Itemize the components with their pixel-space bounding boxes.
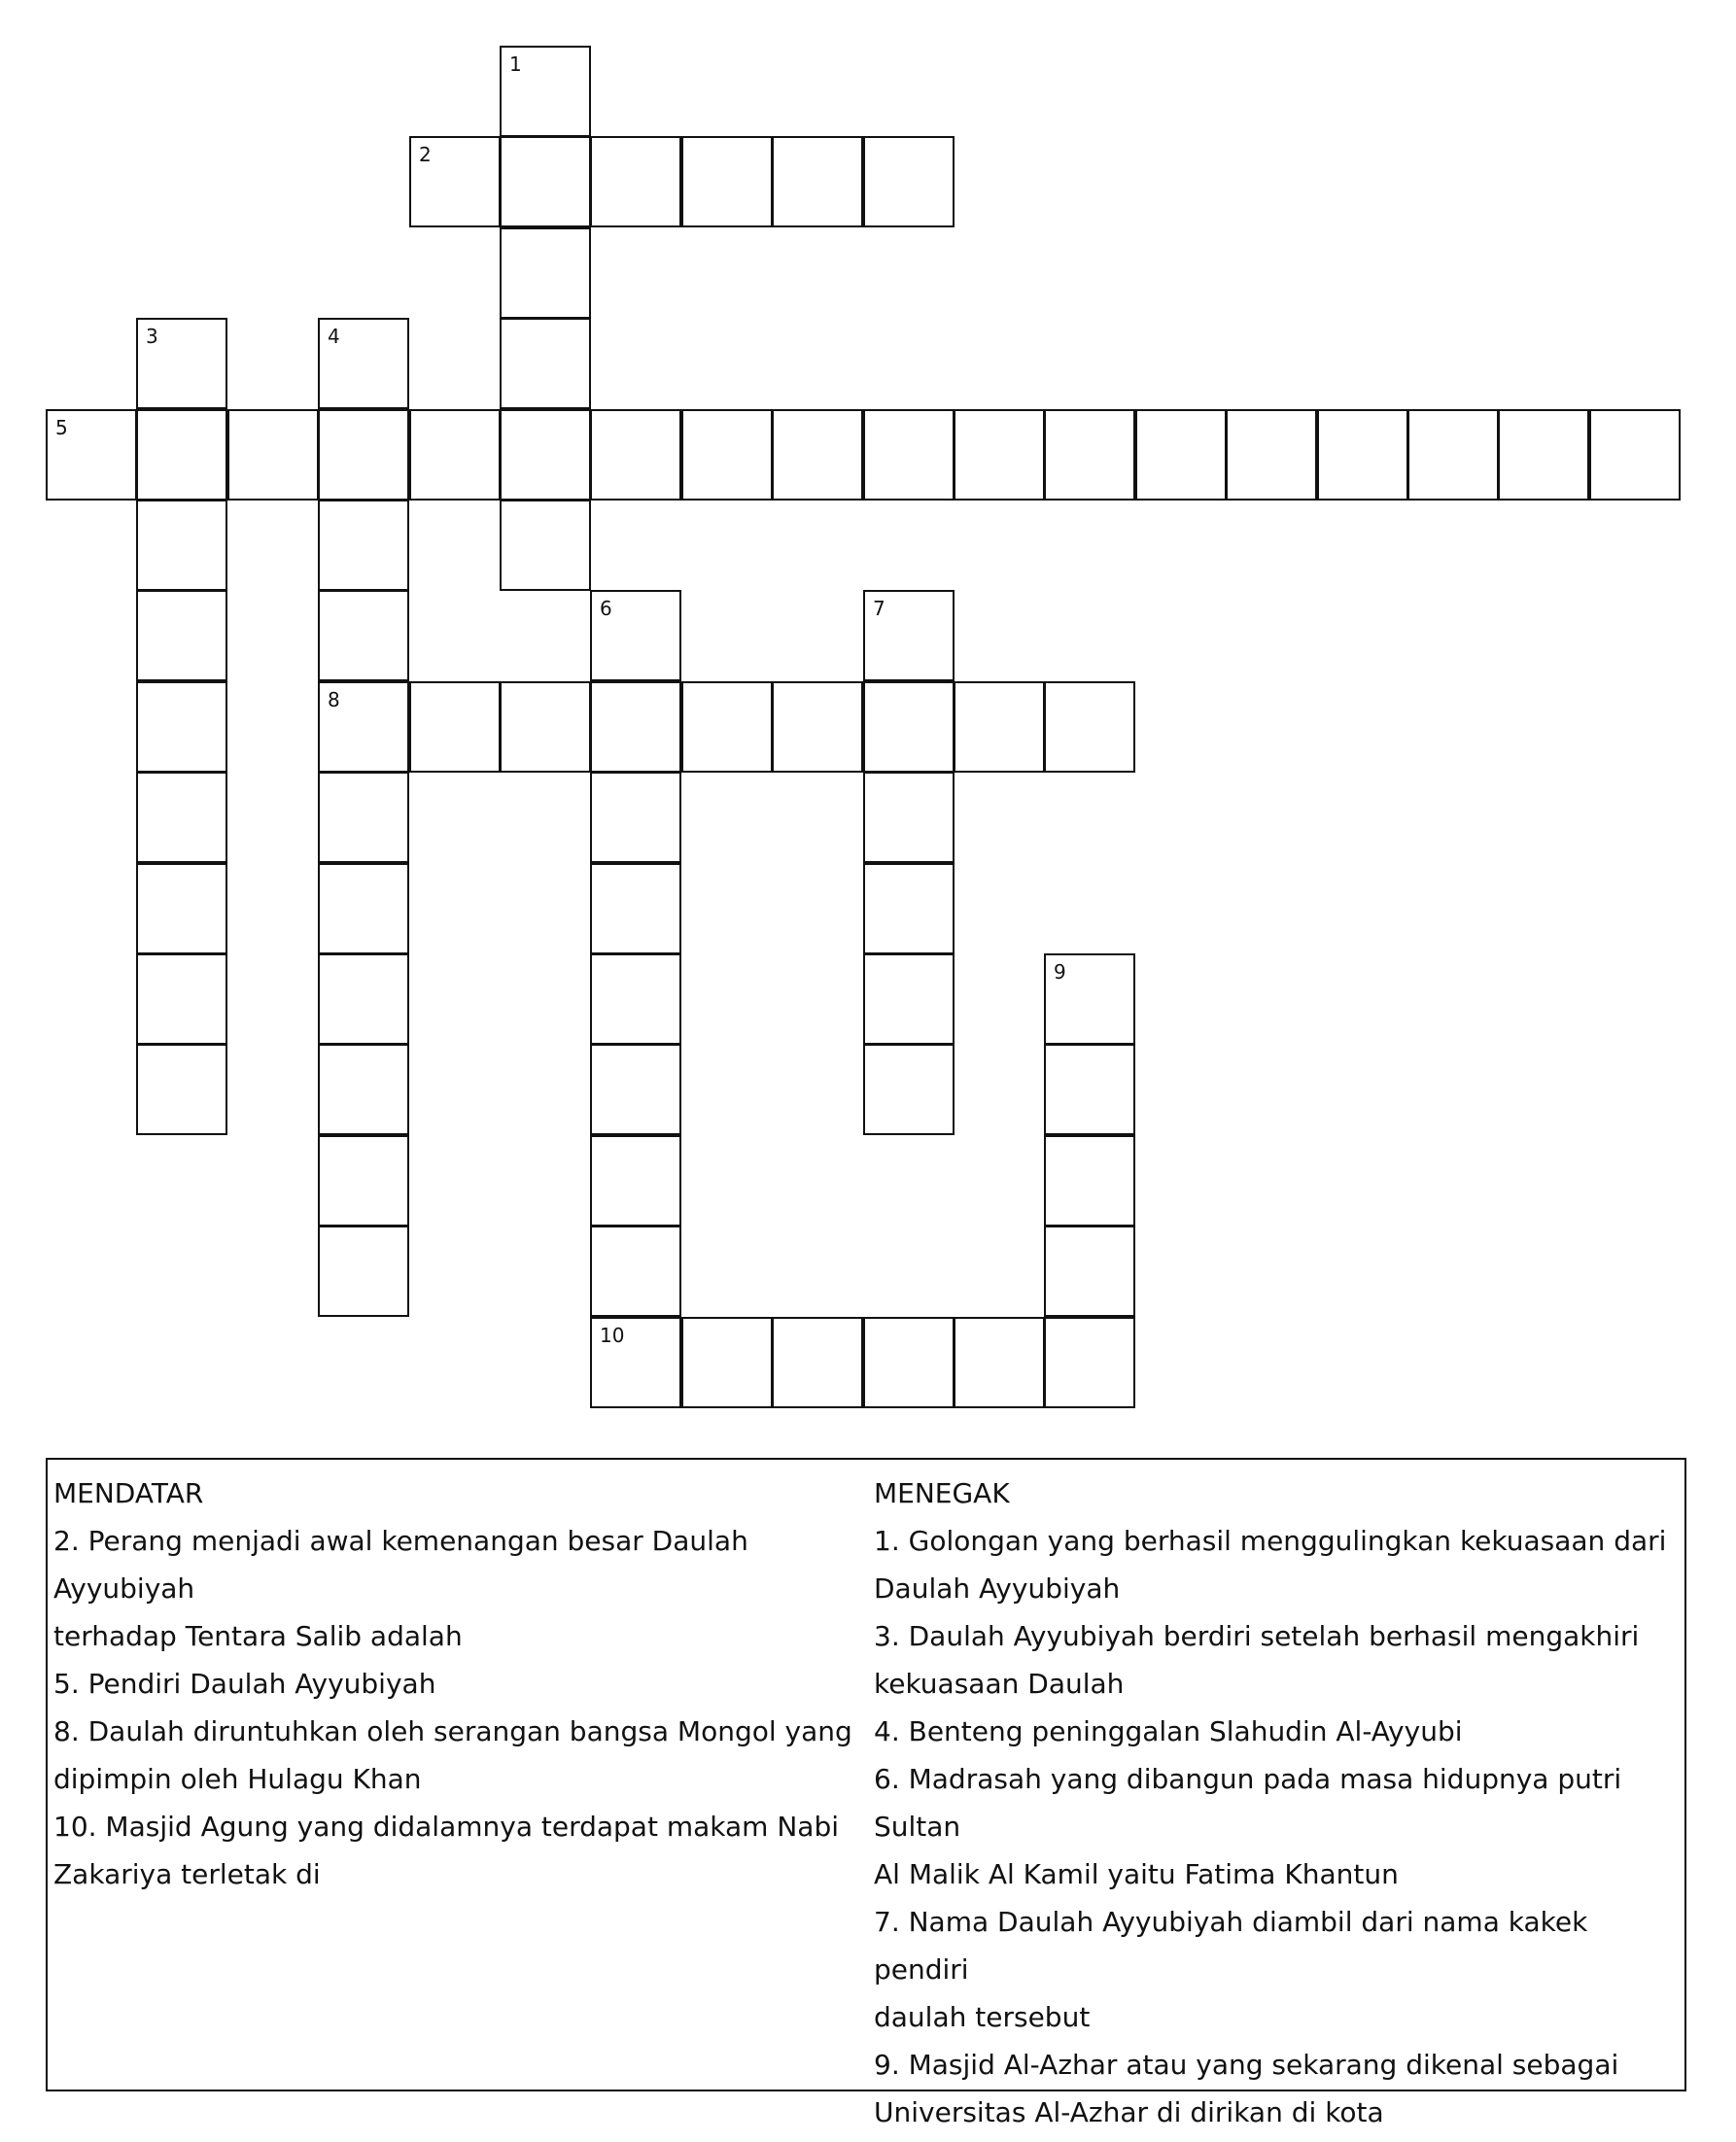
crossword-cell[interactable] bbox=[136, 953, 227, 1045]
crossword-cell[interactable] bbox=[500, 409, 591, 501]
clue-number-label: 5 bbox=[55, 416, 68, 439]
across-clues bbox=[53, 1469, 860, 1898]
down-clue-line: daulah tersebut bbox=[874, 2001, 1091, 2033]
down-clues bbox=[874, 1469, 1679, 2136]
crossword-cell[interactable] bbox=[318, 318, 409, 409]
crossword-cell[interactable] bbox=[590, 863, 681, 954]
down-clue-line: kekuasaan Daulah bbox=[874, 1668, 1125, 1700]
crossword-cell[interactable] bbox=[136, 772, 227, 863]
crossword-cell[interactable] bbox=[318, 1226, 409, 1317]
crossword-cell[interactable] bbox=[318, 500, 409, 591]
crossword-cell[interactable] bbox=[1044, 1317, 1135, 1408]
clues-box bbox=[46, 1458, 1686, 2128]
crossword-cell[interactable] bbox=[1226, 409, 1317, 501]
crossword-cell[interactable] bbox=[136, 500, 227, 591]
clue-number-label: 9 bbox=[1054, 960, 1066, 984]
clue-number-label: 8 bbox=[328, 688, 340, 711]
across-clue-line: dipimpin oleh Hulagu Khan bbox=[53, 1763, 422, 1795]
down-clue-line: Al Malik Al Kamil yaitu Fatima Khantun bbox=[874, 1858, 1399, 1890]
crossword-cell[interactable] bbox=[1044, 953, 1135, 1045]
crossword-cell[interactable] bbox=[500, 681, 591, 773]
across-clue-line: Zakariya terletak di bbox=[53, 1858, 321, 1890]
crossword-cell[interactable] bbox=[590, 1044, 681, 1135]
crossword-cell[interactable] bbox=[318, 681, 409, 773]
down-clue-line: 4. Benteng peninggalan Slahudin Al-Ayyubi bbox=[874, 1715, 1463, 1747]
crossword-cell[interactable] bbox=[590, 136, 681, 227]
clue-number-label: 1 bbox=[509, 52, 522, 76]
crossword-cell[interactable] bbox=[863, 1317, 955, 1408]
crossword-cell[interactable] bbox=[590, 1135, 681, 1226]
crossword-cell[interactable] bbox=[318, 1044, 409, 1135]
crossword-cell[interactable] bbox=[1044, 1135, 1135, 1226]
crossword-cell[interactable] bbox=[590, 590, 681, 681]
across-clue-line: 8. Daulah diruntuhkan oleh serangan bangsa Mongol yang bbox=[53, 1715, 852, 1747]
crossword-cell[interactable] bbox=[681, 681, 773, 773]
crossword-cell[interactable] bbox=[136, 681, 227, 773]
crossword-cell[interactable] bbox=[46, 409, 137, 501]
down-clue-line: 9. Masjid Al-Azhar atau yang sekarang dikenal sebagai bbox=[874, 2049, 1619, 2081]
crossword-cell[interactable] bbox=[863, 590, 955, 681]
down-clue-line: 7. Nama Daulah Ayyubiyah diambil dari nama kakek pendiri bbox=[874, 1906, 1588, 1986]
crossword-cell[interactable] bbox=[318, 409, 409, 501]
crossword-cell[interactable] bbox=[772, 136, 863, 227]
crossword-cell[interactable] bbox=[227, 409, 319, 501]
crossword-cell[interactable] bbox=[681, 409, 773, 501]
crossword-cell[interactable] bbox=[863, 681, 955, 773]
crossword-cell[interactable] bbox=[1135, 409, 1227, 501]
crossword-cell[interactable] bbox=[954, 409, 1045, 501]
crossword-cell[interactable] bbox=[590, 1226, 681, 1317]
crossword-cell[interactable] bbox=[954, 1317, 1045, 1408]
crossword-cell[interactable] bbox=[500, 227, 591, 319]
down-clue-line: 6. Madrasah yang dibangun pada masa hidupnya putri Sultan bbox=[874, 1763, 1622, 1843]
crossword-cell[interactable] bbox=[318, 1135, 409, 1226]
crossword-cell[interactable] bbox=[136, 409, 227, 501]
clue-number-label: 3 bbox=[146, 325, 158, 348]
crossword-cell[interactable] bbox=[590, 409, 681, 501]
crossword-cell[interactable] bbox=[409, 681, 501, 773]
clue-number-label: 10 bbox=[600, 1324, 625, 1347]
crossword-cell[interactable] bbox=[863, 953, 955, 1045]
crossword-cell[interactable] bbox=[863, 409, 955, 501]
crossword-cell[interactable] bbox=[863, 136, 955, 227]
down-heading: MENEGAK bbox=[874, 1477, 1010, 1509]
crossword-cell[interactable] bbox=[772, 681, 863, 773]
clue-number-label: 4 bbox=[328, 325, 340, 348]
crossword-cell[interactable] bbox=[500, 500, 591, 591]
across-heading: MENDATAR bbox=[53, 1477, 204, 1509]
down-clue-line: 3. Daulah Ayyubiyah berdiri setelah berhasil mengakhiri bbox=[874, 1620, 1640, 1652]
crossword-cell[interactable] bbox=[1044, 409, 1135, 501]
crossword-cell[interactable] bbox=[136, 590, 227, 681]
crossword-cell[interactable] bbox=[318, 953, 409, 1045]
crossword-cell[interactable] bbox=[590, 1317, 681, 1408]
crossword-cell[interactable] bbox=[590, 953, 681, 1045]
crossword-cell[interactable] bbox=[1407, 409, 1499, 501]
crossword-cell[interactable] bbox=[1589, 409, 1681, 501]
crossword-cell[interactable] bbox=[1044, 681, 1135, 773]
crossword-cell[interactable] bbox=[1044, 1044, 1135, 1135]
clue-number-label: 6 bbox=[600, 597, 612, 620]
crossword-cell[interactable] bbox=[1498, 409, 1589, 501]
clue-number-label: 7 bbox=[873, 597, 885, 620]
crossword-cell[interactable] bbox=[136, 1044, 227, 1135]
crossword-cell[interactable] bbox=[500, 318, 591, 409]
crossword-cell[interactable] bbox=[318, 772, 409, 863]
crossword-cell[interactable] bbox=[318, 590, 409, 681]
crossword-cell[interactable] bbox=[681, 1317, 773, 1408]
crossword-cell[interactable] bbox=[136, 863, 227, 954]
crossword-cell[interactable] bbox=[954, 681, 1045, 773]
crossword-cell[interactable] bbox=[772, 1317, 863, 1408]
crossword-cell[interactable] bbox=[1044, 1226, 1135, 1317]
crossword-cell[interactable] bbox=[681, 136, 773, 227]
crossword-cell[interactable] bbox=[409, 409, 501, 501]
crossword-cell[interactable] bbox=[1317, 409, 1408, 501]
crossword-cell[interactable] bbox=[136, 318, 227, 409]
across-clue-line: 2. Perang menjadi awal kemenangan besar Daulah Ayyubiyah bbox=[53, 1525, 748, 1605]
across-clue-line: 10. Masjid Agung yang didalamnya terdapat makam Nabi bbox=[53, 1811, 839, 1843]
across-clue-line: terhadap Tentara Salib adalah bbox=[53, 1620, 463, 1652]
crossword-cell[interactable] bbox=[590, 681, 681, 773]
down-clue-line: Universitas Al-Azhar di dirikan di kota bbox=[874, 2096, 1384, 2128]
across-clue-line: 5. Pendiri Daulah Ayyubiyah bbox=[53, 1668, 436, 1700]
crossword-cell[interactable] bbox=[318, 863, 409, 954]
crossword-cell[interactable] bbox=[863, 1044, 955, 1135]
down-clue-line: 1. Golongan yang berhasil menggulingkan kekuasaan dari bbox=[874, 1525, 1667, 1557]
crossword-cell[interactable] bbox=[772, 409, 863, 501]
crossword-cell[interactable] bbox=[500, 136, 591, 227]
crossword-cell[interactable] bbox=[863, 863, 955, 954]
crossword-cell[interactable] bbox=[500, 46, 591, 137]
crossword-cell[interactable] bbox=[590, 772, 681, 863]
down-clue-line: Daulah Ayyubiyah bbox=[874, 1572, 1121, 1605]
crossword-cell[interactable] bbox=[863, 772, 955, 863]
clue-number-label: 2 bbox=[419, 143, 432, 166]
crossword-cell[interactable] bbox=[409, 136, 501, 227]
